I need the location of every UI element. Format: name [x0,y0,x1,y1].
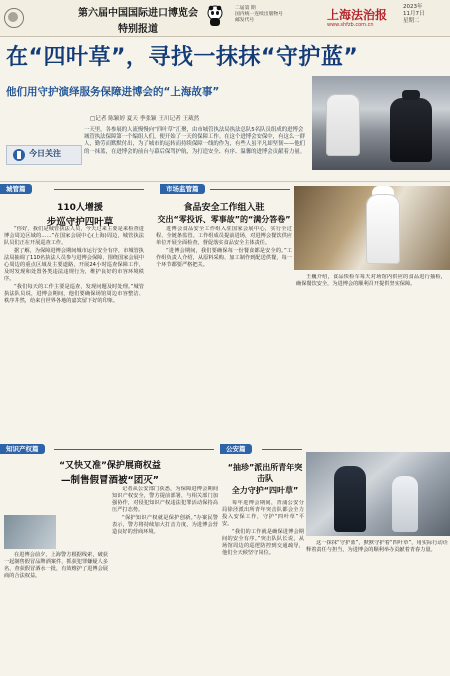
article-body-police-2: 这一抹抹“守护蓝”，默默守护着“四叶草”，用实际行动诠释着责任与担当，为进博会的顺利举办贡献着青春力量。 [306,540,448,553]
section-rule [210,189,290,190]
expo-title: 第六届中国国际进口博览会 [78,8,198,19]
sub-headline: 他们用守护演绎服务保障进博会的“上海故事” [6,86,220,98]
masthead [0,0,450,37]
article-body-city: “你好，我们是城管执法人员，今天过来主要是来检查进博会周边区域的……”在国家会展中心(上海)周边，城管执法队员们正在开展巡查工作。 据了解，为保障进博会期间城市运行安全有序，市城管执法局抽调了110名执法人员参与进博会保障，围绕国家会展中心周边的重点区域及主要道路，开展24小时巡查保障工作，及时发现和处置各类违法违规行为，维护良好的市容环境秩序。 “我们每天的工作主要是巡查，发现问题及时处理。”城管执法队员说，进博会期间，他们要确保场馆周边市容整洁、秩序井然，给来自世界各地的嘉宾留下好的印象。 [4,226,144,304]
section-tag-market: 市场监管篇 [160,184,205,194]
photo-police-figure [334,466,366,532]
article-title-police: “抽珍”派出所青年突击队 全力守护“四叶草” [227,463,303,495]
section-rule [262,449,302,450]
photo-figure [390,98,432,162]
main-headline: 在“四叶草”，寻找一抹抹“守护蓝” [6,45,359,70]
article-body-ip-2: 记者从公安部门获悉，为保障进博会期间知识产权安全，警方提前部署，与相关部门加强协作，对侵犯知识产权违法犯罪活动保持高压严打态势。 “保护知识产权就是保护创新。”办案民警表示，警方将持续加大打击力度，为进博会营造良好的营商环境。 [112,486,218,535]
headline-block [0,40,450,78]
masthead-right [235,4,447,34]
panda-mascot-icon [204,4,226,28]
chef-photo [294,186,450,270]
ip-photo [4,515,56,549]
intro-paragraph: 一天里，各参展的人流慢慢向“四叶草”汇聚，由市城管执法局执法总队5名队员组成的进博会城管执法保障第一个编组人们，便开始了一天的保障工作。在这个进博会安保中，有这么一群人，勤劳而默默付出，为了城市的运转而持续保障一线的作为，有些人虽平凡却坚韧——他们的一抹蓝，在进博会的前台与幕后保驾护航，为打造安全、有序、温馨的进博会贡献着力量。 [84,127,306,155]
publication-date: 2023年 11月7日 星期二 [403,4,425,24]
photo-figure-cap [402,90,420,100]
section-rule [54,189,144,190]
article-title-ip: “又快又准”保护展商权益 —制售假冒酒被“团灭” [59,461,161,486]
article-title-market: 食品安全工作组入驻 交出“零投诉、零事故”的“满分答卷” [157,203,291,224]
photo-chef-figure [366,194,400,264]
special-report-title [78,4,198,35]
article-body-ip-1: 在进博会前夕，上海警方根据线索，破获一起制售假冒品牌酒案件，抓获犯罪嫌疑人多名，查获假冒酒水一批，有效维护了进博会展商的合法权益。 [4,552,108,579]
photo-police-figure [392,476,418,532]
expo-logo-icon [4,8,24,28]
special-report-label: 特别报道 [118,24,158,35]
section-tag-police: 公安篇 [220,444,252,454]
article-body-market-2: 王巍介绍，食品快检车每天对场馆内供应的食品进行抽检，确保餐饮安全，为进博会的顺利召开提供坚实保障。 [296,274,446,287]
police-photo [306,452,450,536]
photo-figure [326,94,360,156]
section-rule [54,449,214,450]
expo-banner [4,4,84,32]
section-tag-city-management: 城管篇 [0,184,32,194]
article-title-city: 110人增援 步巡守护四叶草 [46,203,114,228]
article-body-market: 进博会食品安全工作组入驻国家会展中心，实行全过程、全链条监管。工作组成员提前进场，对进博会餐饮供应单位开展全面检查，督促落实食品安全主体责任。 “进博会期间，我们要确保每一份餐食都是安全的。”工作组负责人介绍，从原料采购、加工制作到配送供餐，每一个环节都要严格把关。 [156,226,292,268]
byline: □记者 陈颖婷 夏天 季张颖 王川记者 王葳然 [90,116,200,122]
section-tag-ip: 知识产权篇 [0,444,45,454]
newspaper-url: www.shfzb.com.cn [327,22,374,28]
section-divider [0,181,450,182]
article-body-police-1: 每年进博会期间，青浦公安分局徐泾派出所青年突击队都会全力投入安保工作，守护“四叶草”平安。 “我们的工作就是确保进博会期间的安全有序。”突击队队长说，从场馆周边的巡逻防控到交通疏导，他们全天候坚守岗位。 [222,500,304,556]
lead-photo [312,76,450,170]
focus-icon [13,149,25,161]
newspaper-brand: 上海法治报 [327,8,388,22]
issue-info: 二届第 期 国内统一连续出版物号 邮发代号 [235,6,283,23]
today-focus-badge: 今日关注 [6,145,82,165]
